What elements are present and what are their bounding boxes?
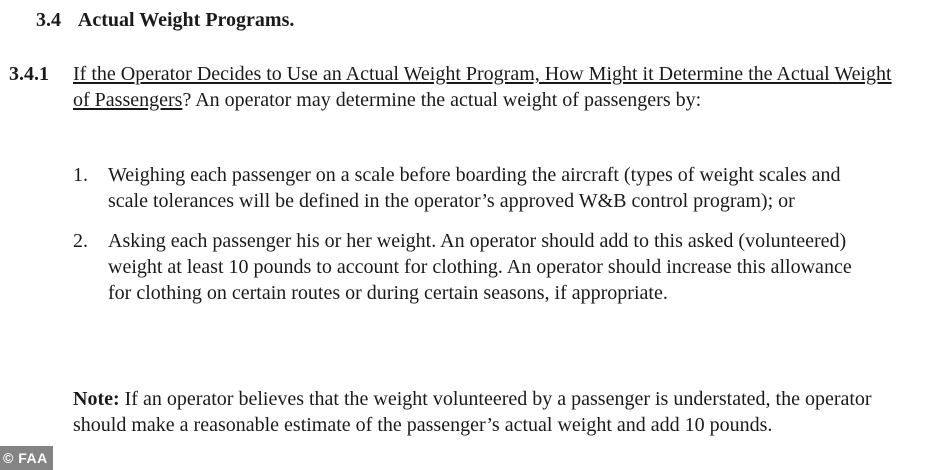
list-item bbox=[73, 162, 873, 214]
section-number: 3.4 bbox=[36, 9, 61, 31]
list-item-text: Asking each passenger his or her weight. An operator should add to this asked (volunteered) weight at least 10 pounds to account for clothing. An operator should increase this allowance for clothing on certain routes or during certain seasons, if appropriate. bbox=[108, 230, 852, 304]
section-title: Actual Weight Programs. bbox=[77, 9, 295, 31]
note-paragraph bbox=[73, 386, 873, 438]
section-heading bbox=[36, 8, 294, 32]
list-item-text: Weighing each passenger on a scale before boarding the aircraft (types of weight scales and scale tolerances will be defined in the operator’s approved W&B control program); or bbox=[108, 164, 841, 212]
numbered-list bbox=[73, 162, 873, 306]
list-item bbox=[73, 228, 873, 306]
copyright-watermark: © FAA bbox=[0, 446, 53, 470]
subsection-body bbox=[73, 61, 913, 113]
note-label: Note: bbox=[73, 388, 120, 410]
note-text: If an operator believes that the weight volunteered by a passenger is understated, the operator should make a reasonable estimate of the passenger’s actual weight and add 10 pounds. bbox=[73, 388, 872, 436]
list-item-marker: 1. bbox=[73, 164, 88, 186]
subsection-text: An operator may determine the actual weight of passengers by: bbox=[191, 89, 702, 111]
subsection-paragraph bbox=[9, 61, 919, 113]
list-item-marker: 2. bbox=[73, 230, 88, 252]
subsection-question: If the Operator Decides to Use an Actual Weight Program, How Might it Determine the Actual Weight of Passengers bbox=[73, 63, 892, 111]
subsection-question-mark: ? bbox=[182, 89, 192, 111]
subsection-number: 3.4.1 bbox=[9, 63, 49, 85]
